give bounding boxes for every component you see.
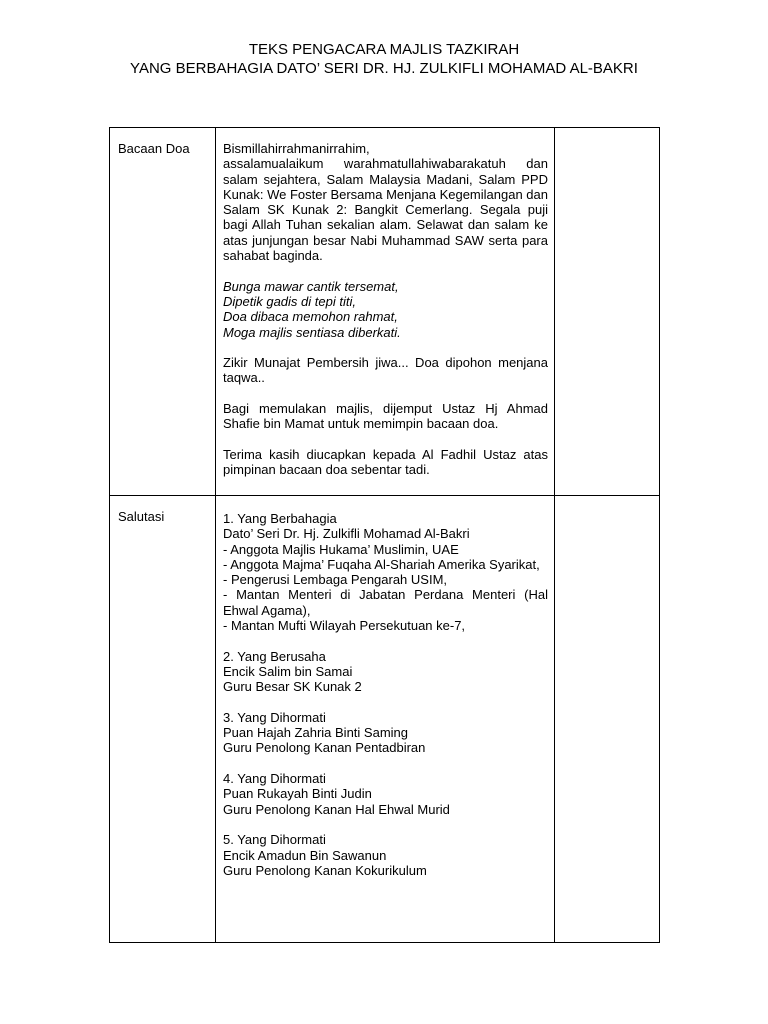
pantun <box>223 279 548 340</box>
salutation-line: 5. Yang Dihormati <box>223 832 326 848</box>
salutation-line: Encik Amadun Bin Sawanun <box>223 847 387 863</box>
row-label: Salutasi <box>110 496 216 943</box>
salutation-group-2 <box>223 649 548 695</box>
pantun-line: Bunga mawar cantik tersemat, <box>223 278 399 294</box>
salutation-line: 1. Yang Berbahagia <box>223 511 337 526</box>
salutation-line: 3. Yang Dihormati <box>223 709 326 725</box>
salutation-line: - Anggota Majlis Hukama’ Muslimin, UAE <box>223 541 459 557</box>
salutation-group-1 <box>223 511 548 633</box>
script-table <box>109 127 660 943</box>
opening-line: Bismillahirrahmanirrahim, <box>223 141 370 156</box>
zikir-paragraph: Zikir Munajat Pembersih jiwa... Doa dipohon menjana taqwa.. <box>223 355 548 386</box>
table-row <box>110 496 660 943</box>
salutation-line: Puan Hajah Zahria Binti Saming <box>223 725 408 741</box>
opening-paragraph: assalamualaikum warahmatullahiwabarakatuh dan salam sejahtera, Salam Malaysia Madani, Salam PPD Kunak: We Foster Bersama Menjana Kegemilangan dan Salam SK Kunak 2: Bangkit Cemerlang. Segala puji bagi Allah Tuhan sekalian alam. Selawat dan salam ke atas junjungan besar Nabi Muhammad SAW serta para sahabat baginda. <box>223 156 548 264</box>
salutation-group-4 <box>223 771 548 817</box>
document-title <box>0 40 768 78</box>
row-content <box>216 128 555 496</box>
salutation-line: - Mantan Menteri di Jabatan Perdana Menteri (Hal Ehwal Agama), <box>223 587 548 618</box>
salutation-group-5 <box>223 832 548 878</box>
table-row <box>110 128 660 496</box>
invite-paragraph: Bagi memulakan majlis, dijemput Ustaz Hj Ahmad Shafie bin Mamat untuk memimpin bacaan doa. <box>223 401 548 432</box>
title-line-1: TEKS PENGACARA MAJLIS TAZKIRAH <box>248 41 520 58</box>
salutation-line: Guru Penolong Kanan Pentadbiran <box>223 740 426 756</box>
salutation-line: 4. Yang Dihormati <box>223 771 326 787</box>
pantun-line: Dipetik gadis di tepi titi, <box>223 293 356 309</box>
salutation-line: Encik Salim bin Samai <box>223 663 353 679</box>
salutation-line: Guru Besar SK Kunak 2 <box>223 679 362 695</box>
salutation-line: Guru Penolong Kanan Hal Ehwal Murid <box>223 801 450 817</box>
pantun-line: Doa dibaca memohon rahmat, <box>223 309 398 325</box>
salutation-line: - Pengerusi Lembaga Pengarah USIM, <box>223 572 448 588</box>
row-label: Bacaan Doa <box>110 128 216 496</box>
salutation-line: Guru Penolong Kanan Kokurikulum <box>223 862 427 878</box>
thanks-paragraph: Terima kasih diucapkan kepada Al Fadhil Ustaz atas pimpinan bacaan doa sebentar tadi. <box>223 446 548 478</box>
notes-cell <box>555 128 660 496</box>
salutation-line: 2. Yang Berusaha <box>223 648 326 664</box>
title-line-2: YANG BERBAHAGIA DATO’ SERI DR. HJ. ZULKIFLI MOHAMAD AL-BAKRI <box>130 60 638 77</box>
row-content <box>216 496 555 943</box>
notes-cell <box>555 496 660 943</box>
salutation-group-3 <box>223 710 548 756</box>
pantun-line: Moga majlis sentiasa diberkati. <box>223 324 401 340</box>
salutation-line: - Mantan Mufti Wilayah Persekutuan ke-7, <box>223 618 466 634</box>
salutation-line: Dato’ Seri Dr. Hj. Zulkifli Mohamad Al-Bakri <box>223 526 470 542</box>
salutation-line: - Anggota Majma’ Fuqaha Al-Shariah Amerika Syarikat, <box>223 556 540 572</box>
salutation-line: Puan Rukayah Binti Judin <box>223 786 372 802</box>
